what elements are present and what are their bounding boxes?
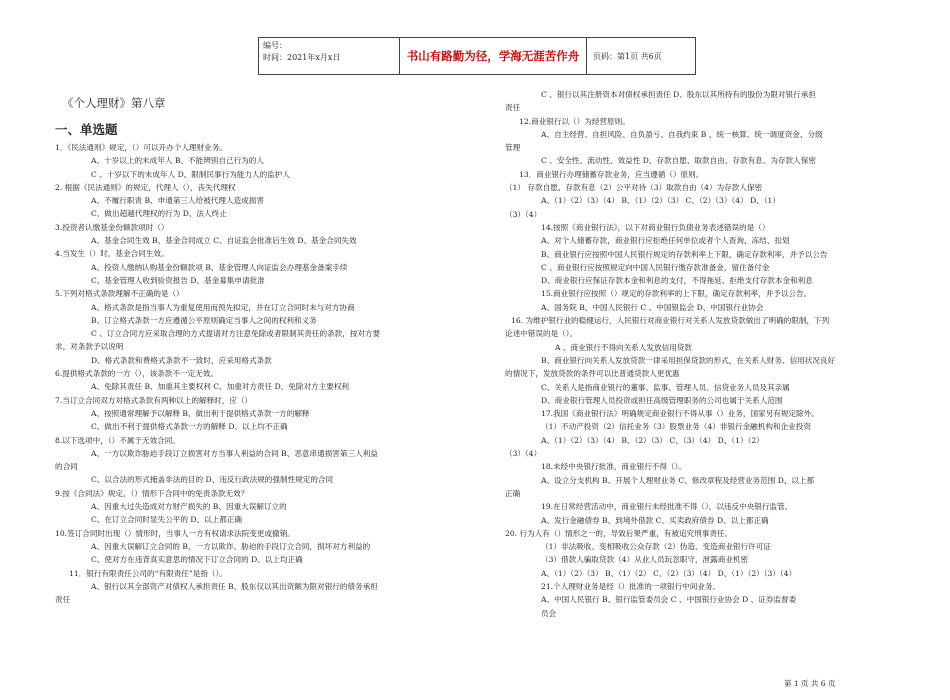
text-line: A、中国人民银行 B、银行监管委员会 C 、中国银行业协会 D 、证券监督委	[541, 595, 797, 605]
text-line: A、不履行职责 B、申通第三人给被代理人造成损害	[91, 196, 264, 206]
text-line: 论述中错误的是（）。	[505, 329, 578, 339]
text-line: A、十岁以上的未成年人 B、不能辨别自己行为的人	[91, 156, 264, 166]
text-line: A、格式条款是指当事人为重复使用而预先拟定，并在订立合同时未与对方协商	[91, 302, 355, 312]
text-line: 19.在日常经营活动中，商业银行未经批准不得（），以违反中央银行监管。	[541, 502, 793, 512]
text-line: 求，对条款予以说明	[55, 342, 124, 352]
text-line: A、免除其责任 B、加重其主要权利 C、加重对方责任 D、免除对方主要权利	[91, 382, 350, 392]
header-meta	[259, 38, 400, 74]
text-line: C 、订立合同方应采取合理的方式提请对方注意免除或者限制其责任的条款，按对方要	[91, 329, 381, 339]
text-line: C、在订立合同时显失公平的 D、以上都正确	[91, 515, 242, 525]
text-line: A、（1）（2）（3）（4） B、（1）（2）（3） C、（2）（3）（4） D、（1）	[541, 196, 780, 206]
text-line: 责任	[55, 595, 71, 605]
text-line: 2. 根据《民法通则》的规定，代理人（），丧失代理权	[55, 182, 236, 192]
text-line: A、（1）（2）（3）（4） B、（2）（3） C、（3）（4） D、（1）（2）	[541, 435, 764, 445]
text-line: （3）（4）	[505, 209, 542, 219]
text-line: 21.个人理财业务是经（）批准的一项银行中间业务。	[541, 581, 721, 591]
text-line: （3）借款人骗取贷款（4）从业人员玩忽职守，泄露商业机密	[541, 555, 749, 565]
text-line: C 、商业银行应按照规定向中国人民银行缴存款准备金，留住备付金	[541, 262, 770, 272]
text-line: C、关系人是指商业银行的董事、监事、管理人员、信贷业务人员及其亲属	[541, 382, 790, 392]
text-line: C、使对方在违背真实意思的情况下订立合同的 D、以上均正确	[91, 555, 303, 565]
text-line: A、因重大过失造成对方财产损失的 B、因重大误解订立的	[91, 502, 287, 512]
text-line: 10.签订合同时出现（）情形时，当事人一方有权请求法院变更或撤销。	[55, 528, 295, 538]
text-line: A、银行以其全部资产对债权人承担责任 B、股东仅以其出资额为限对银行的债务承担	[91, 581, 378, 591]
text-line: C 、十岁以下的未成年人 D、限制民事行为能力人的监护人	[91, 169, 290, 179]
text-line: C 、安全性、流动性、效益性 D、存款自愿、取款自由、存款有息、为存款人保密	[541, 156, 816, 166]
text-line: 18.未经中央银行批准，商业银行不得（）。	[541, 462, 686, 472]
text-line: A、一方以欺诈胁迫手段订立损害对方当事人利益的合同 B、恶意串通损害第三人利益	[91, 448, 378, 458]
text-line: A、投资人缴纳认购基金份额款项 B、基金管理人向证监会办理基金备案手续	[91, 262, 348, 272]
text-line: 5.下列对格式条款理解不正确的是（）	[55, 289, 184, 299]
text-line: A、自主经营、自担风险、自负盈亏、自我约束 B 、统一核算、统一调度资金、分级	[541, 129, 823, 139]
document-title: 《个人理财》第八章	[62, 96, 166, 110]
section-heading: 一、单选题	[55, 122, 118, 137]
text-line: D、商业银行管理人员投资或担任高级管理职务的公司也属于关系人范围	[541, 395, 783, 405]
text-line: A、国务院 B、中国人民银行 C 、中国银监会 D、中国银行业协会	[541, 302, 764, 312]
text-line: 16. 为维护银行业的稳健运行，人民银行对商业银行对关系人发放贷款做出了明确的限制，下列	[511, 316, 830, 326]
text-line: B、商业银行向关系人发放贷款一律采用担保贷款的形式，在关系人财务、信用状况良好	[541, 355, 836, 365]
text-line: B、商业银行应按照中国人民银行规定的存款利率上下限，确定存款利率，并予以公告	[541, 249, 828, 259]
text-line: （1）非法吸收、变相吸收公众存款（2）伪造、变造商业银行许可证	[541, 542, 771, 552]
header-time: 时间：2021年x月x日	[263, 53, 341, 62]
text-line: 的情况下，发放贷款的条件可以比普通贷款人更优惠	[505, 369, 680, 379]
text-line: C、以合法的形式掩盖非法的目的 D、违反行政法规的强制性规定的合同	[91, 475, 334, 485]
text-line: 15.商业银行应按照（）规定的存款利率的上下限，确定存款利率，并予以公告。	[541, 289, 812, 299]
text-line: B、订立格式条款一方应遵循公平原则确定当事人之间的权利和义务	[91, 315, 317, 325]
text-line: A、（1）（2）（3） B、（1）（2） C、（2）（3）（4） D、（1）（2）（3）（4）	[541, 568, 797, 578]
text-line: 管理	[505, 143, 521, 153]
text-line: 4.当发生（）时，基金合同生效。	[55, 249, 169, 259]
page-header-box	[258, 37, 696, 75]
text-line: 的合同	[55, 462, 78, 472]
text-line: A、设立分支机构 B、开展个人理财业务 C、修改章程及经营业务范围 D、以上都	[541, 475, 815, 485]
text-line: C、基金管理人收到验资报告 D、基金募集申请批准	[91, 275, 265, 285]
text-line: A 、商业银行不得向关系人发放信用贷款	[555, 342, 692, 352]
text-line: 14.按照《商业银行法》，以下对商业银行负债业务表述错误的是（）	[541, 222, 770, 232]
text-line: 责任	[505, 103, 521, 113]
text-line: C 、银行以其注册资本对债权承担责任 D、股东以其所持有的股份为限对银行承担	[541, 90, 816, 99]
page-footer: 第 1 页 共 6 页	[784, 679, 836, 688]
left-column	[55, 141, 480, 606]
text-line: （1） 存款自愿、存款有息（2）公平对待（3）取款自由（4）为存款人保密	[505, 183, 763, 193]
header-bianhao: 编号：	[263, 41, 287, 50]
text-line: 正确	[505, 488, 521, 498]
text-line: A、因重大误解订立合同的 B、一方以欺诈、胁迫的手段订立合同，损坏对方利益的	[91, 541, 371, 551]
header-page: 页码：第1页 共6页	[593, 51, 662, 61]
text-line: 8.以下选项中，（）不属于无效合同。	[55, 435, 180, 445]
text-line: A、基金合同生效 B、基金合同成立 C、自证监会批准后生效 D、基金合同失效	[91, 236, 357, 246]
text-line: C、做出超越代理权的行为 D、法人终止	[91, 209, 227, 219]
text-line: 1．《民法通则》规定，（）可以开办个人理财业务。	[55, 143, 227, 152]
text-line: A、按照通常理解予以解释 B、做出利于提供格式条款一方的解释	[91, 408, 310, 418]
text-line: 9.按《合同法》规定，（）情形下合同中的免责条款无效？	[55, 488, 249, 498]
text-line: 20. 行为人有（）情形之一的，导致后果严重，有被追究刑事责任。	[505, 528, 733, 538]
header-motto: 书山有路勤为径，学海无涯苦作舟	[400, 38, 587, 74]
text-line: C、做出不利于提供格式条款一方的解释 D、以上均不正确	[91, 422, 288, 432]
text-line: D、商业银行应保证存款本金和利息的支付，不得拖延、拒绝支付存款本金和利息	[541, 276, 813, 286]
right-column	[505, 88, 900, 620]
text-line: 3.投资者认缴基金份额款项时（）	[55, 222, 169, 232]
text-line: D、格式条款和费格式条款不一致时，应采用格式条款	[91, 355, 272, 365]
text-line: （3）（4）	[505, 449, 542, 459]
text-line: 员会	[541, 608, 557, 618]
text-line: 7.当订立合同双方对格式条款有两种以上的解释时，应（）	[55, 395, 253, 405]
text-line: 6.提供格式条款的一方（），该条款不一定无效。	[55, 369, 218, 379]
text-line: 12.商业银行以（）为经营原则。	[519, 116, 630, 126]
text-line: 11．银行有限责任公司的“有限责任”是指（）。	[69, 568, 227, 578]
text-line: （1）不动产投资（2）信托业务（3）股票业务（4）非银行金融机构和企业投资	[541, 422, 811, 432]
text-line: A、对个人储蓄存款，商业银行应拒绝任何单位或者个人查询、冻结、扣划	[541, 236, 790, 246]
text-line: 17.我国《商业银行法》明确规定商业银行不得从事（）业务，国家另有规定除外。	[541, 409, 819, 419]
text-line: 13．商业银行办理储蓄存款业务，应当遵循（）原则。	[519, 169, 704, 179]
text-line: A、发行金融债券 B、到境外借款 C、买卖政府债券 D、以上都正确	[541, 515, 769, 525]
